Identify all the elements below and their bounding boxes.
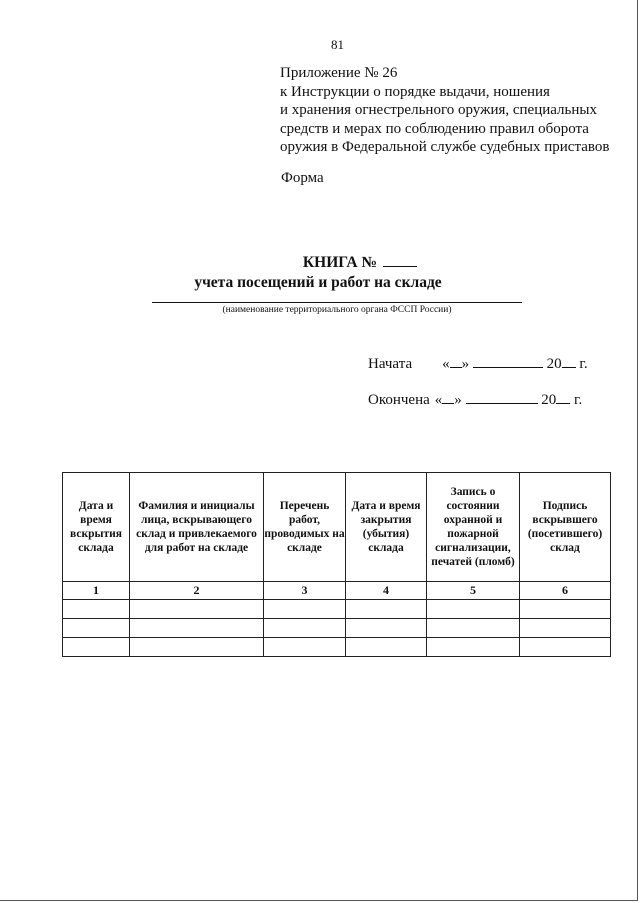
visits-table — [62, 472, 611, 657]
col-number: 5 — [427, 582, 520, 600]
book-number-blank[interactable] — [383, 254, 417, 267]
appendix-line: оружия в Федеральной службе судебных приставов — [280, 139, 610, 155]
started-date-row — [368, 355, 588, 373]
column-number-row — [63, 582, 611, 600]
col-header: Подпись вскрывшего (посетившего) склад — [520, 473, 611, 582]
table-row — [63, 638, 611, 657]
col-header: Дата и время вскрытия склада — [63, 473, 130, 582]
month-blank[interactable] — [466, 391, 538, 404]
year-suffix: г. — [579, 356, 588, 372]
table-cell[interactable] — [130, 619, 264, 638]
appendix-line: и хранения огнестрельного оружия, специальных — [280, 102, 597, 118]
table-cell[interactable] — [427, 600, 520, 619]
appendix-block — [280, 64, 620, 157]
year-suffix: г. — [574, 392, 583, 408]
started-label: Начата — [368, 356, 413, 372]
table-cell[interactable] — [63, 619, 130, 638]
org-caption: (наименование территориального органа ФССП России) — [222, 305, 452, 315]
book-subtitle: учета посещений и работ на складе — [194, 274, 442, 291]
table-cell[interactable] — [520, 600, 611, 619]
table-cell[interactable] — [264, 600, 346, 619]
close-quote: » — [461, 356, 470, 372]
ended-date-row — [368, 391, 582, 409]
org-name-line[interactable] — [152, 302, 522, 303]
table-cell[interactable] — [520, 638, 611, 657]
open-quote: « — [434, 392, 443, 408]
year-prefix: 20 — [546, 356, 562, 372]
col-number: 2 — [130, 582, 264, 600]
page-number: 81 — [331, 37, 344, 52]
col-number: 1 — [63, 582, 130, 600]
table-cell[interactable] — [346, 619, 427, 638]
appendix-line: Приложение № 26 — [280, 65, 398, 81]
ended-label: Окончена — [368, 392, 430, 408]
table-cell[interactable] — [264, 619, 346, 638]
table-cell[interactable] — [346, 638, 427, 657]
table-cell[interactable] — [520, 619, 611, 638]
day-blank[interactable] — [442, 391, 454, 404]
col-header: Дата и время закрытия (убытия) склада — [346, 473, 427, 582]
table-row — [63, 619, 611, 638]
close-quote: » — [454, 392, 462, 408]
table-cell[interactable] — [63, 638, 130, 657]
table-cell[interactable] — [130, 600, 264, 619]
table-cell[interactable] — [63, 600, 130, 619]
table-cell[interactable] — [427, 619, 520, 638]
open-quote: « — [442, 356, 450, 372]
col-header: Фамилия и инициалы лица, вскрывающего склад и привлекаемого для работ на складе — [130, 473, 264, 582]
appendix-line: к Инструкции о порядке выдачи, ношения — [280, 83, 550, 100]
col-header: Запись о состоянии охранной и пожарной сигнализации, печатей (пломб) — [427, 473, 520, 582]
table-cell[interactable] — [264, 638, 346, 657]
col-number: 4 — [346, 582, 427, 600]
table-cell[interactable] — [346, 600, 427, 619]
year-blank[interactable] — [556, 391, 570, 404]
appendix-line: средств и мерах по соблюдению правил оборота — [280, 120, 589, 137]
table-cell[interactable] — [427, 638, 520, 657]
table-cell[interactable] — [130, 638, 264, 657]
col-number: 6 — [520, 582, 611, 600]
col-header: Перечень работ, проводимых на складе — [264, 473, 346, 582]
month-blank[interactable] — [473, 355, 543, 368]
year-blank[interactable] — [562, 355, 576, 368]
day-blank[interactable] — [450, 355, 462, 368]
table-row — [63, 600, 611, 619]
table-header-row — [63, 473, 611, 582]
book-title-text: КНИГА № — [302, 254, 378, 271]
book-title — [40, 254, 640, 272]
form-label: Форма — [281, 170, 324, 186]
year-prefix: 20 — [541, 392, 557, 408]
col-number: 3 — [264, 582, 346, 600]
